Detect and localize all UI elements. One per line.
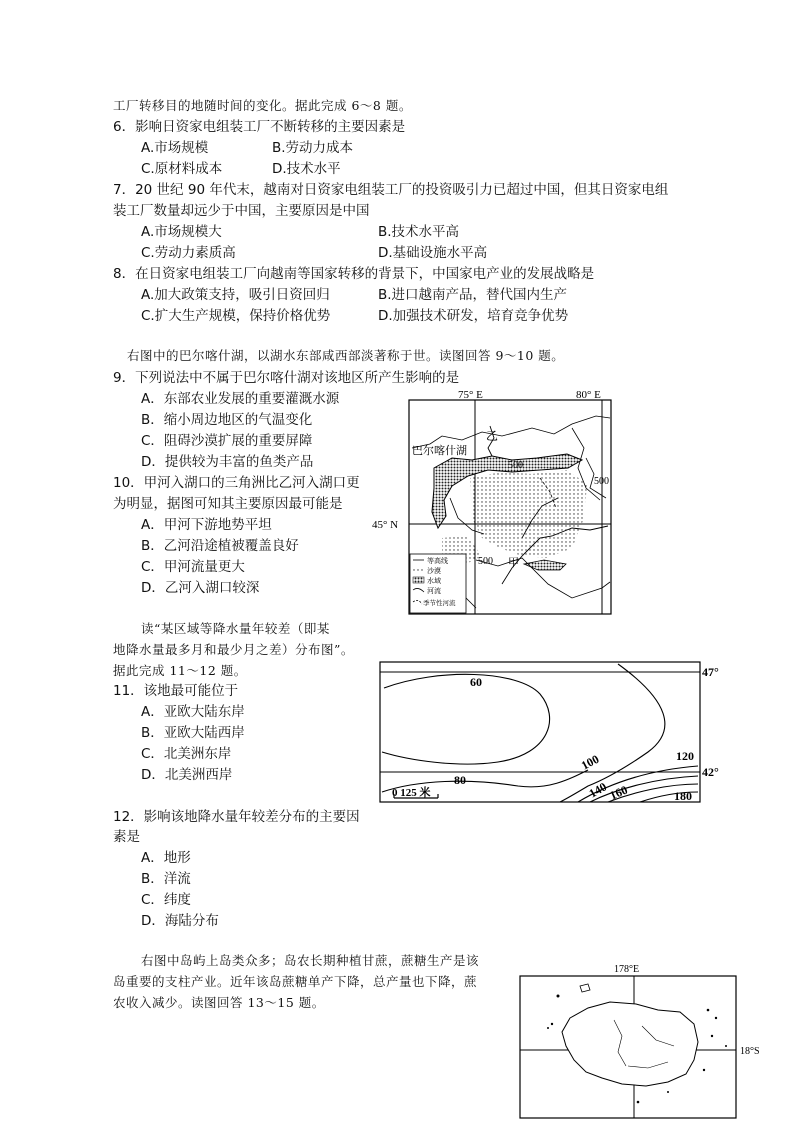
islet [667, 1091, 669, 1093]
q8-option-b: B.进口越南产品，替代国内生产 [378, 287, 568, 303]
q6-option-b: B.劳动力成本 [272, 140, 354, 156]
q10-option-b: B．乙河沿途植被覆盖良好 [141, 538, 299, 554]
intro-11-12-line1: 读“某区域等降水量年较差（即某 [141, 621, 330, 636]
legend-desert: 沙漠 [427, 567, 441, 575]
islet [707, 1009, 710, 1012]
q10-option-a: A．甲河下游地势平坦 [141, 517, 272, 533]
q10-option-c: C．甲河流量更大 [141, 559, 245, 575]
legend-river: 河流 [427, 587, 441, 595]
q11-stem: 11．该地最可能位于 [113, 683, 239, 699]
river-jia-label: 甲 [508, 557, 519, 569]
q8-option-a: A.加大政策支持，吸引日资回归 [141, 287, 330, 303]
intro-6-8: 工厂转移目的地随时间的变化。据此完成 6～8 题。 [113, 98, 412, 113]
q7-option-c: C.劳动力素质高 [141, 245, 236, 261]
q7-option-b: B.技术水平高 [378, 224, 460, 240]
lat-label-18s: 18°S [740, 1046, 760, 1057]
islet [715, 1017, 717, 1019]
q12-stem-cont: 素是 [113, 829, 140, 845]
contour-label-500-a: 500 [508, 460, 523, 471]
q10-stem-cont: 为明显，据图可知其主要原因最可能是 [113, 496, 343, 512]
scale-label: 0 125 米 [392, 787, 431, 799]
q7-option-a: A.市场规模大 [141, 224, 222, 240]
legend-seasonal-river: 季节性河流 [423, 600, 456, 607]
islet [703, 1069, 705, 1071]
q12-option-d: D．海陆分布 [141, 913, 219, 929]
lon-label-75: 75° E [458, 389, 483, 401]
precipitation-range-map [378, 660, 726, 806]
q11-option-d: D．北美洲西岸 [141, 767, 233, 783]
q11-option-c: C．北美洲东岸 [141, 746, 232, 762]
lat-label-47: 47° [702, 665, 719, 679]
islet [637, 1101, 640, 1104]
q12-option-c: C．纬度 [141, 892, 191, 908]
q9-stem: 9．下列说法中不属于巴尔喀什湖对该地区所产生影响的是 [113, 370, 460, 386]
legend-water-symbol [413, 577, 424, 583]
contour-label-500-b: 500 [594, 476, 609, 487]
balkhash-map [372, 388, 612, 618]
q6-stem: 6．影响日资家电组装工厂不断转移的主要因素是 [113, 119, 406, 135]
q7-stem: 7．20 世纪 90 年代末，越南对日资家电组装工厂的投资吸引力已超过中国，但其日资家电组 [113, 182, 669, 198]
map2-frame [380, 662, 700, 802]
islet [725, 1045, 727, 1047]
q8-option-c: C.扩大生产规模，保持价格优势 [141, 308, 331, 324]
isoline-label-160: 160 [607, 782, 630, 803]
isoline-label-60: 60 [470, 675, 482, 689]
q12-option-a: A．地形 [141, 850, 191, 866]
q9-option-a: A．东部农业发展的重要灌溉水源 [141, 391, 340, 407]
lon-label-178e: 178°E [614, 964, 640, 975]
q12-option-b: B．洋流 [141, 871, 191, 887]
q10-option-d: D．乙河入湖口较深 [141, 580, 260, 596]
intro-11-12-line2: 地降水量最多月和最少月之差）分布图”。 [113, 642, 354, 657]
island-map [518, 962, 790, 1120]
q10-stem: 10．甲河入湖口的三角洲比乙河入湖口更 [113, 475, 360, 491]
q12-stem: 12．影响该地降水量年较差分布的主要因 [113, 809, 360, 825]
q9-option-c: C．阻碍沙漠扩展的重要屏障 [141, 433, 313, 449]
intro-11-12-line3: 据此完成 11～12 题。 [113, 663, 247, 678]
q7-option-d: D.基础设施水平高 [378, 245, 488, 261]
intro-9-10: 右图中的巴尔喀什湖，以湖水东部咸西部淡著称于世。读图回答 9～10 题。 [127, 348, 565, 363]
legend-water: 水域 [427, 577, 441, 585]
legend-contour: 等高线 [427, 557, 448, 565]
intro-13-15-line2: 岛重要的支柱产业。近年该岛蔗糖单产下降，总产量也下降，蔗 [113, 974, 478, 989]
islet [551, 1023, 553, 1025]
contour-label-500-c: 500 [478, 556, 493, 567]
islet [547, 1027, 549, 1029]
q9-option-d: D．提供较为丰富的鱼类产品 [141, 454, 314, 470]
river-yi-label: 乙 [486, 429, 499, 443]
lat-label-42: 42° [702, 765, 719, 779]
isoline-label-140: 140 [586, 779, 610, 801]
q8-option-d: D.加强技术研发，培育竞争优势 [378, 308, 569, 324]
intro-13-15-line3: 农收入减少。读图回答 13～15 题。 [113, 995, 325, 1010]
q7-stem-cont: 装工厂数量却远少于中国，主要原因是中国 [113, 203, 370, 219]
islet [557, 995, 560, 998]
q6-option-c: C.原材料成本 [141, 161, 223, 177]
isoline-label-180: 180 [674, 789, 692, 803]
q11-option-a: A．亚欧大陆东岸 [141, 704, 245, 720]
legend-desert-symbol [413, 567, 424, 573]
isoline-label-80: 80 [454, 773, 466, 787]
q6-option-a: A.市场规模 [141, 140, 209, 156]
q6-option-d: D.技术水平 [272, 161, 341, 177]
q11-option-b: B．亚欧大陆西岸 [141, 725, 245, 741]
islet [711, 1035, 713, 1037]
lake-label: 巴尔喀什湖 [412, 445, 467, 457]
q9-option-b: B．缩小周边地区的气温变化 [141, 412, 313, 428]
isoline-label-120: 120 [676, 749, 694, 763]
lon-label-80: 80° E [576, 389, 601, 401]
intro-13-15-line1: 右图中岛屿上岛类众多；岛农长期种植甘蔗，蔗糖生产是该 [141, 953, 480, 968]
isoline-label-100: 100 [578, 751, 602, 773]
q8-stem: 8．在日资家电组装工厂向越南等国家转移的背景下，中国家电产业的发展战略是 [113, 266, 595, 282]
lat-label-45: 45° N [372, 519, 399, 531]
